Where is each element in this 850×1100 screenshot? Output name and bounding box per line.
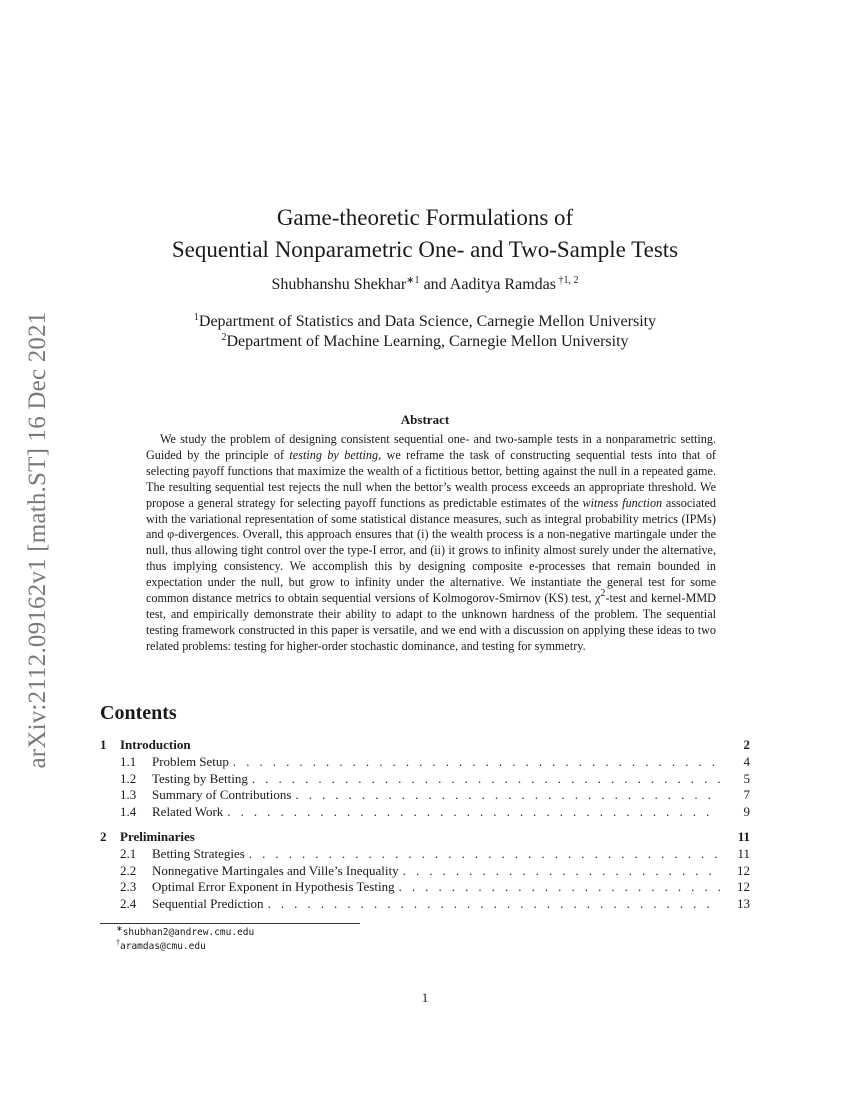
affiliation-2: [0, 332, 850, 352]
toc-page: 11: [737, 845, 750, 861]
toc-leader-dots: [295, 787, 720, 803]
toc-section-1[interactable]: [100, 737, 750, 754]
footnote-1-mark: ∗: [116, 924, 123, 933]
toc-entry-1-3[interactable]: [100, 787, 750, 804]
contents-heading: Contents: [100, 702, 177, 724]
toc-leader-dots: [249, 846, 720, 862]
abstract-text-4: -test and kernel-MMD test, and empirically demonstrate their ability to adapt to the unknown hardness of the problem. The sequential testing framework constructed in this paper is versatile, and we end with a discussion on applying these ideas to two related problems: testing for higher-order stochastic dominance, and testing for symmetry.: [146, 591, 716, 653]
table-of-contents: [100, 737, 750, 913]
toc-title: Introduction: [120, 737, 191, 752]
toc-entry-2-1[interactable]: [100, 846, 750, 863]
toc-page: 5: [743, 770, 750, 786]
toc-page: 4: [743, 753, 750, 769]
footnote-2-mark: †: [116, 938, 120, 947]
footnotes: [116, 926, 254, 954]
toc-page: 12: [737, 879, 750, 895]
author-1-marker: ∗1: [406, 275, 420, 286]
abstract-text-2: , we reframe the task of constructing sequential tests into that of selecting payoff functions that maximize the wealth of a fictitious bettor, betting against the null in a repeated game. The resulting sequential test rejects the null when the bettor’s wealth process exceeds an appropriate threshold. We propose a general strategy for selecting payoff functions as predictable estimates of the: [146, 447, 716, 510]
toc-number: 2.1: [120, 845, 137, 861]
toc-number: 2.4: [120, 896, 137, 912]
abstract-emphasis-1: testing by betting: [289, 447, 379, 462]
toc-leader-dots: [403, 863, 720, 879]
toc-number: 1.4: [120, 804, 137, 820]
toc-page: 11: [737, 828, 750, 844]
toc-number: 1: [100, 737, 107, 752]
author-connector: and: [419, 276, 450, 293]
toc-leader-dots: [268, 896, 720, 912]
toc-number: 1.3: [120, 787, 137, 803]
toc-title: Summary of Contributions: [152, 787, 292, 803]
toc-page: 9: [743, 804, 750, 820]
paper-title: [0, 202, 850, 266]
affiliation-1-text: Department of Statistics and Data Science, Carnegie Mellon University: [198, 313, 657, 330]
toc-number: 1.1: [120, 753, 137, 769]
toc-page: 2: [743, 737, 750, 752]
toc-page: 13: [737, 896, 750, 912]
arxiv-sidebar-stamp: [18, 280, 58, 800]
toc-title: Nonnegative Martingales and Ville’s Inequality: [152, 862, 399, 878]
title-line-2: Sequential Nonparametric One- and Two-Sample Tests: [171, 237, 679, 262]
toc-number: 2.3: [120, 879, 137, 895]
footnote-1: [116, 926, 254, 940]
abstract-emphasis-2: witness function: [582, 495, 663, 510]
page-number: 1: [421, 990, 429, 1005]
affiliation-1: [0, 312, 850, 332]
abstract-text-1: We study the problem of designing consistent sequential one- and two-sample tests in a nonparametric setting. Guided by the principle of: [146, 432, 716, 462]
toc-entry-2-4[interactable]: [100, 896, 750, 913]
footnote-2: [116, 940, 254, 954]
footnote-rule: [100, 923, 360, 924]
footnote-1-email[interactable]: shubhan2@andrew.cmu.edu: [122, 927, 255, 938]
toc-title: Problem Setup: [152, 753, 229, 769]
affiliation-1-marker: 1: [193, 312, 199, 323]
title-line-1: Game-theoretic Formulations of: [276, 205, 574, 230]
toc-entry-1-1[interactable]: [100, 754, 750, 771]
toc-entry-1-4[interactable]: [100, 804, 750, 821]
toc-section-2[interactable]: [100, 829, 750, 846]
toc-title: Sequential Prediction: [152, 896, 264, 912]
affiliation-2-marker: 2: [221, 332, 227, 343]
abstract-body: [146, 432, 716, 655]
author-2-marker: †1, 2: [555, 275, 579, 286]
affiliation-2-text: Department of Machine Learning, Carnegie Mellon University: [226, 333, 629, 350]
arxiv-identifier: arXiv:2112.09162v1 [math.ST] 16 Dec 2021: [24, 311, 51, 769]
toc-leader-dots: [252, 771, 720, 787]
toc-leader-dots: [399, 879, 720, 895]
toc-number: 2.2: [120, 862, 137, 878]
affiliations: [0, 312, 850, 352]
toc-entry-1-2[interactable]: [100, 771, 750, 788]
toc-leader-dots: [227, 804, 720, 820]
toc-entry-2-2[interactable]: [100, 863, 750, 880]
toc-title: Preliminaries: [120, 828, 195, 844]
abstract-superscript: 2: [600, 588, 606, 600]
toc-page: 12: [737, 862, 750, 878]
toc-number: 1.2: [120, 770, 137, 786]
author-name-2: Aaditya Ramdas: [449, 276, 556, 293]
toc-title: Testing by Betting: [152, 770, 248, 786]
toc-leader-dots: [233, 754, 720, 770]
toc-page: 7: [743, 787, 750, 803]
author-list: [0, 276, 850, 294]
abstract-text-3: associated with the variational representation of some statistical distance measures, such as integral probability metrics (IPMs) and φ-divergences. Overall, this approach ensures that (i) the wealth process is a non-negative martingale under the null, thus allowing tight control over the type-I error, and (ii) it grows to infinity almost surely under the alternative, thus implying consistency. We accomplish this by designing composite e-processes that remain bounded in expectation under the null, but grow to infinity under the alternative. We instantiate the general test for some common distance metrics to obtain sequential versions of Kolmogorov-Smirnov (KS) test, χ: [146, 495, 716, 606]
abstract-heading: Abstract: [400, 412, 450, 427]
toc-title: Optimal Error Exponent in Hypothesis Testing: [152, 879, 395, 895]
toc-entry-2-3[interactable]: [100, 879, 750, 896]
toc-number: 2: [100, 828, 107, 844]
toc-title: Related Work: [152, 804, 224, 820]
author-name-1: Shubhanshu Shekhar: [271, 276, 407, 293]
footnote-2-email[interactable]: aramdas@cmu.edu: [120, 941, 206, 952]
toc-title: Betting Strategies: [152, 845, 245, 861]
